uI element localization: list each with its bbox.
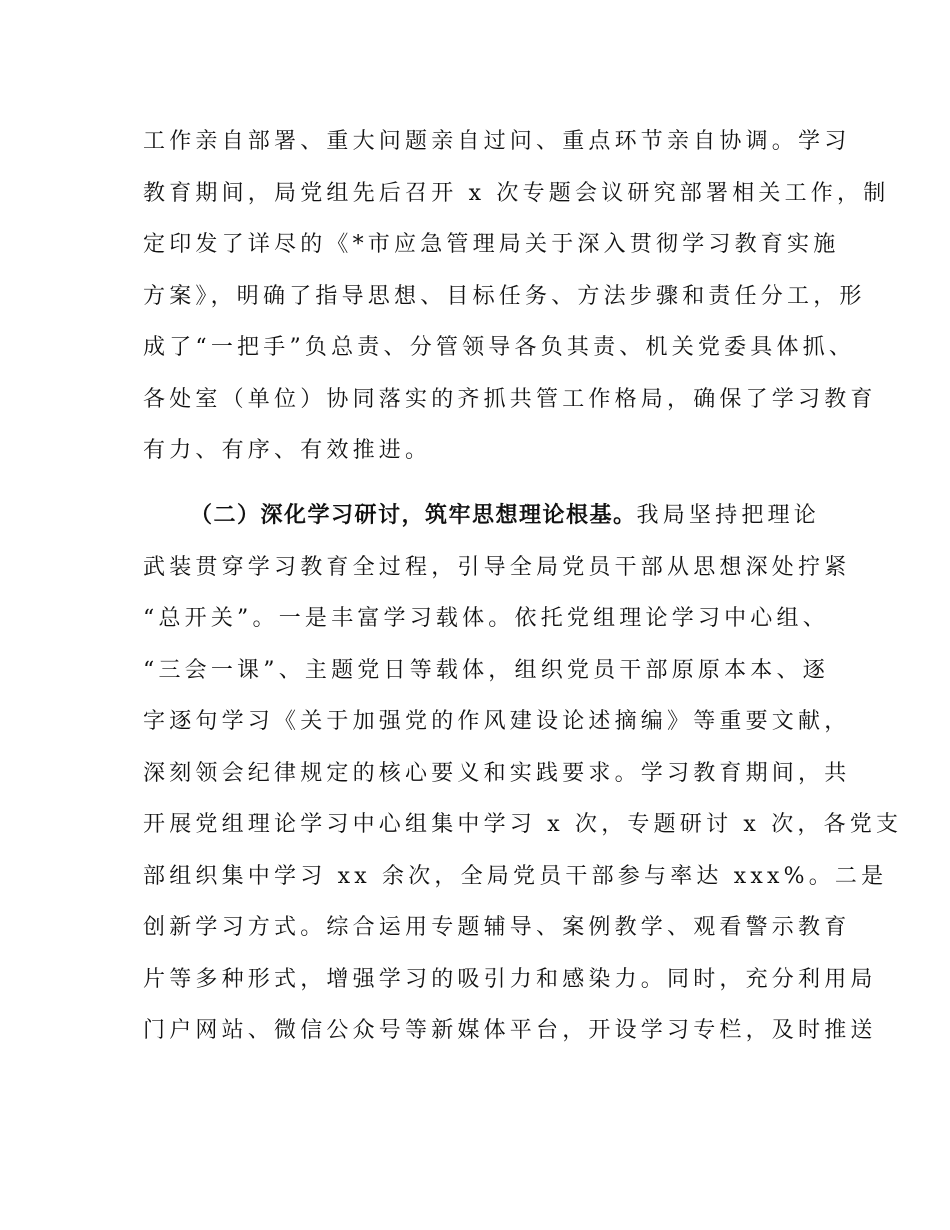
paragraph-2-first-line	[190, 496, 820, 536]
paragraph-2-line: 开展党组理论学习中心组集中学习 x 次，专题研讨 x 次，各党支	[143, 812, 903, 837]
paragraph-2-line: 创新学习方式。综合运用专题辅导、案例教学、观看警示教育	[143, 915, 851, 940]
paragraph-1-line: 教育期间，局党组先后召开 x 次专题会议研究部署相关工作，制	[143, 181, 890, 206]
paragraph-1-line: 定印发了详尽的《*市应急管理局关于深入贯彻学习教育实施	[143, 232, 840, 257]
paragraph-2-line: 门户网站、微信公众号等新媒体平台，开设学习专栏，及时推送	[143, 1018, 877, 1043]
paragraph-2-line: 字逐句学习《关于加强党的作风建设论述摘编》等重要文献，	[143, 709, 851, 734]
paragraph-2-first-line-text: 我局坚持把理论	[636, 503, 820, 528]
paragraph-2-line: 部组织集中学习 xx 余次，全局党员干部参与率达 xxx%。二是	[143, 864, 888, 889]
paragraph-2-line: “三会一课”、主题党日等载体，组织党员干部原原本本、逐	[143, 658, 829, 683]
paragraph-1-line: 各处室（单位）协同落实的齐抓共管工作格局，确保了学习教育	[143, 387, 877, 412]
paragraph-2-line: 片等多种形式，增强学习的吸引力和感染力。同时，充分利用局	[143, 967, 877, 992]
paragraph-1-line: 成了“一把手”负总责、分管领导各负其责、机关党委具体抓、	[143, 335, 856, 360]
paragraph-1-line: 有力、有序、有效推进。	[143, 438, 432, 463]
paragraph-2-line: 深刻领会纪律规定的核心要义和实践要求。学习教育期间，共	[143, 761, 851, 786]
paragraph-2-line: 武装贯穿学习教育全过程，引导全局党员干部从思想深处拧紧	[143, 555, 851, 580]
paragraph-1-line: 工作亲自部署、重大问题亲自过问、重点环节亲自协调。学习	[143, 129, 851, 154]
section-heading: （二）深化学习研讨，筑牢思想理论根基。	[190, 503, 637, 528]
paragraph-1-line: 方案》，明确了指导思想、目标任务、方法步骤和责任分工，形	[143, 284, 866, 309]
paragraph-2-line: “总开关”。一是丰富学习载体。依托党组理论学习中心组、	[143, 606, 829, 631]
